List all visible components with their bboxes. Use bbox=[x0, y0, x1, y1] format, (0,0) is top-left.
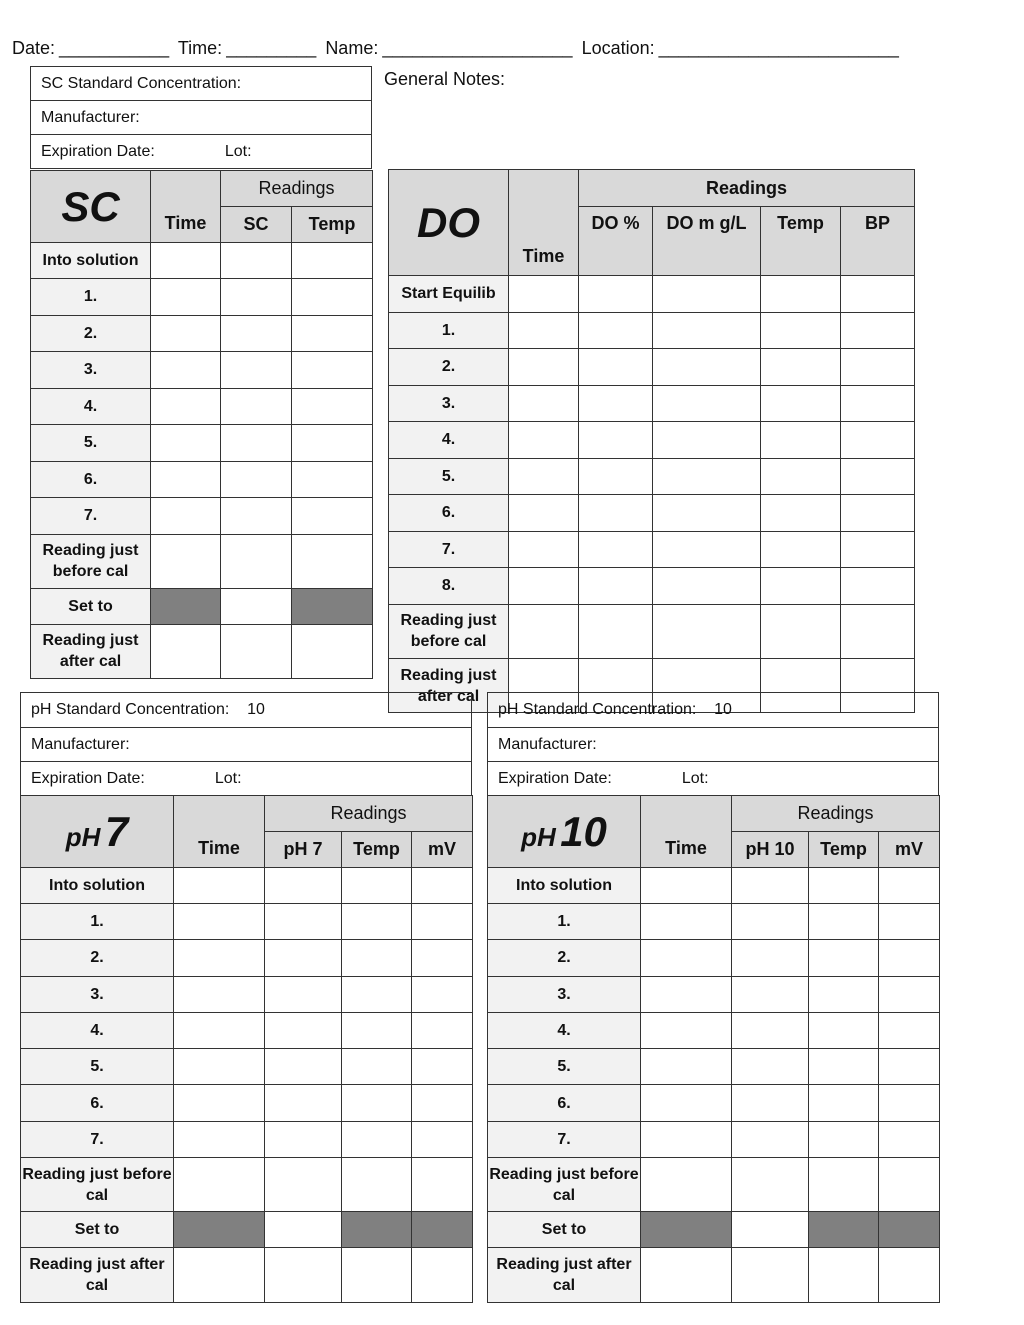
do-cell[interactable] bbox=[761, 385, 841, 422]
sc-row-before-cal: Reading just before cal bbox=[31, 534, 151, 588]
sc-cell[interactable] bbox=[221, 352, 292, 389]
ph7-cell[interactable] bbox=[174, 1158, 265, 1212]
sc-lot-label: Lot: bbox=[224, 142, 252, 160]
ph10-cell[interactable] bbox=[879, 1085, 940, 1121]
do-row-start: Start Equilib bbox=[389, 276, 509, 313]
ph10-cell[interactable] bbox=[732, 1049, 809, 1085]
sc-cell[interactable] bbox=[292, 243, 373, 279]
sc-cell[interactable] bbox=[292, 315, 373, 352]
do-row-after-cal: Reading just after cal bbox=[389, 658, 509, 712]
ph7-cell[interactable] bbox=[342, 1121, 412, 1157]
ph7-col-mv: mV bbox=[412, 832, 473, 868]
do-row-before-cal: Reading just before cal bbox=[389, 604, 509, 658]
ph7-cell[interactable] bbox=[174, 1049, 265, 1085]
location-line[interactable]: ________________________ bbox=[658, 38, 899, 58]
ph7-cell-shaded bbox=[342, 1212, 412, 1248]
ph7-row-before-cal: Reading just before cal bbox=[21, 1158, 174, 1212]
do-cell[interactable] bbox=[579, 276, 653, 313]
do-row-label: 1. bbox=[389, 312, 509, 349]
ph10-cell[interactable] bbox=[879, 940, 940, 976]
ph10-table bbox=[487, 795, 940, 1303]
ph10-cell[interactable] bbox=[879, 904, 940, 940]
ph10-row-label: 1. bbox=[488, 904, 641, 940]
time-line[interactable]: _________ bbox=[226, 38, 317, 58]
ph10-cell[interactable] bbox=[732, 1085, 809, 1121]
ph10-cell[interactable] bbox=[732, 904, 809, 940]
do-cell[interactable] bbox=[761, 276, 841, 313]
sc-row-label: 6. bbox=[31, 461, 151, 498]
do-cell[interactable] bbox=[761, 458, 841, 495]
do-cell[interactable] bbox=[509, 312, 579, 349]
ph10-cell[interactable] bbox=[879, 1012, 940, 1048]
do-cell[interactable] bbox=[761, 568, 841, 605]
ph7-row-label: 4. bbox=[21, 1012, 174, 1048]
do-col-bp: BP bbox=[841, 207, 915, 276]
ph7-cell[interactable] bbox=[412, 1049, 473, 1085]
sc-cell[interactable] bbox=[151, 425, 221, 462]
ph7-expiration-cell bbox=[21, 762, 472, 796]
ph10-cell[interactable] bbox=[809, 868, 879, 904]
ph10-cell-shaded bbox=[641, 1212, 732, 1248]
sc-cell[interactable] bbox=[221, 425, 292, 462]
ph10-cell[interactable] bbox=[641, 1085, 732, 1121]
ph7-cell[interactable] bbox=[342, 976, 412, 1012]
ph7-col-ph: pH 7 bbox=[265, 832, 342, 868]
do-cell[interactable] bbox=[509, 385, 579, 422]
do-cell[interactable] bbox=[579, 312, 653, 349]
sc-cell[interactable] bbox=[221, 534, 292, 588]
ph7-readings-header: Readings bbox=[265, 796, 473, 832]
sc-cell[interactable] bbox=[151, 498, 221, 535]
sc-cell[interactable] bbox=[151, 461, 221, 498]
do-time-header: Time bbox=[509, 170, 579, 276]
ph7-cell[interactable] bbox=[174, 1012, 265, 1048]
do-row-label: 4. bbox=[389, 422, 509, 459]
header-line bbox=[12, 38, 903, 59]
do-cell[interactable] bbox=[653, 458, 761, 495]
do-cell[interactable] bbox=[653, 422, 761, 459]
do-cell[interactable] bbox=[653, 276, 761, 313]
do-cell[interactable] bbox=[579, 385, 653, 422]
do-cell[interactable] bbox=[841, 604, 915, 658]
ph10-col-temp: Temp bbox=[809, 832, 879, 868]
sc-cell[interactable] bbox=[292, 425, 373, 462]
sc-cell[interactable] bbox=[221, 315, 292, 352]
do-cell[interactable] bbox=[579, 458, 653, 495]
sc-row-label: 2. bbox=[31, 315, 151, 352]
ph7-std-label: pH Standard Concentration: bbox=[31, 701, 230, 718]
ph10-col-mv: mV bbox=[879, 832, 940, 868]
ph7-cell[interactable] bbox=[412, 868, 473, 904]
sc-row-into: Into solution bbox=[31, 243, 151, 279]
do-cell[interactable] bbox=[761, 349, 841, 386]
ph7-cell[interactable] bbox=[412, 976, 473, 1012]
do-cell[interactable] bbox=[579, 495, 653, 532]
ph10-cell[interactable] bbox=[641, 868, 732, 904]
ph7-cell[interactable] bbox=[265, 868, 342, 904]
ph7-table bbox=[20, 795, 473, 1303]
ph7-cell-shaded bbox=[174, 1212, 265, 1248]
ph10-cell[interactable] bbox=[809, 1085, 879, 1121]
ph7-cell[interactable] bbox=[265, 1012, 342, 1048]
sc-cell[interactable] bbox=[292, 388, 373, 425]
do-cell[interactable] bbox=[761, 531, 841, 568]
sc-readings-header: Readings bbox=[221, 171, 373, 207]
do-row-label: 5. bbox=[389, 458, 509, 495]
ph7-cell[interactable] bbox=[265, 976, 342, 1012]
sc-row-label: 3. bbox=[31, 352, 151, 389]
ph7-lot-label: Lot: bbox=[214, 769, 242, 787]
sc-cell[interactable] bbox=[292, 461, 373, 498]
ph7-row-label: 3. bbox=[21, 976, 174, 1012]
ph10-cell[interactable] bbox=[732, 1121, 809, 1157]
ph7-cell[interactable] bbox=[342, 1248, 412, 1303]
do-readings-header: Readings bbox=[579, 170, 915, 207]
ph7-row-into: Into solution bbox=[21, 868, 174, 904]
ph10-cell[interactable] bbox=[879, 1248, 940, 1303]
sc-row-after-cal: Reading just after cal bbox=[31, 624, 151, 678]
sc-row-label: 5. bbox=[31, 425, 151, 462]
sc-cell[interactable] bbox=[151, 624, 221, 678]
do-cell[interactable] bbox=[509, 349, 579, 386]
ph10-cell[interactable] bbox=[879, 1121, 940, 1157]
do-cell[interactable] bbox=[509, 422, 579, 459]
time-label: Time: bbox=[177, 38, 223, 58]
ph10-row-label: 4. bbox=[488, 1012, 641, 1048]
ph7-title: pH 7 bbox=[21, 796, 174, 868]
ph10-row-label: 7. bbox=[488, 1121, 641, 1157]
ph10-row-label: 6. bbox=[488, 1085, 641, 1121]
ph10-cell[interactable] bbox=[809, 1158, 879, 1212]
ph10-cell[interactable] bbox=[879, 1158, 940, 1212]
do-cell[interactable] bbox=[841, 312, 915, 349]
sc-cell[interactable] bbox=[292, 352, 373, 389]
sc-title: SC bbox=[31, 171, 151, 243]
do-cell[interactable] bbox=[653, 349, 761, 386]
ph10-cell[interactable] bbox=[641, 1012, 732, 1048]
ph10-cell[interactable] bbox=[809, 1248, 879, 1303]
general-notes-label: General Notes: bbox=[384, 69, 506, 89]
ph10-row-label: 3. bbox=[488, 976, 641, 1012]
sc-cell[interactable] bbox=[151, 388, 221, 425]
ph10-readings-header: Readings bbox=[732, 796, 940, 832]
ph10-cell[interactable] bbox=[641, 1248, 732, 1303]
sc-col-temp: Temp bbox=[292, 207, 373, 243]
ph10-cell[interactable] bbox=[732, 1248, 809, 1303]
do-cell[interactable] bbox=[509, 568, 579, 605]
sc-cell[interactable] bbox=[292, 534, 373, 588]
ph7-std-value: 10 bbox=[247, 701, 265, 718]
do-cell[interactable] bbox=[509, 604, 579, 658]
sc-cell[interactable] bbox=[221, 498, 292, 535]
ph7-cell[interactable] bbox=[174, 940, 265, 976]
do-cell[interactable] bbox=[579, 604, 653, 658]
ph7-cell[interactable] bbox=[174, 1085, 265, 1121]
ph10-row-before-cal: Reading just before cal bbox=[488, 1158, 641, 1212]
ph10-expiration-cell bbox=[488, 762, 939, 796]
ph10-std-value: 10 bbox=[714, 701, 732, 718]
date-line[interactable]: ___________ bbox=[59, 38, 170, 58]
sc-col-sc: SC bbox=[221, 207, 292, 243]
ph10-lot-label: Lot: bbox=[681, 769, 709, 787]
ph7-cell[interactable] bbox=[342, 1012, 412, 1048]
ph10-cell[interactable] bbox=[641, 940, 732, 976]
do-row-label: 7. bbox=[389, 531, 509, 568]
ph7-cell[interactable] bbox=[174, 976, 265, 1012]
ph10-cell[interactable] bbox=[809, 976, 879, 1012]
ph7-row-label: 7. bbox=[21, 1121, 174, 1157]
name-label: Name: bbox=[325, 38, 379, 58]
sc-expiration-label: Expiration Date: bbox=[41, 142, 155, 160]
ph10-manufacturer-label: Manufacturer: bbox=[488, 728, 939, 762]
sc-info-table bbox=[30, 66, 372, 169]
sc-cell[interactable] bbox=[151, 279, 221, 316]
sc-row-label: 4. bbox=[31, 388, 151, 425]
ph10-cell[interactable] bbox=[641, 1121, 732, 1157]
ph7-time-header: Time bbox=[174, 796, 265, 868]
ph7-cell[interactable] bbox=[412, 1248, 473, 1303]
ph10-cell-shaded bbox=[809, 1212, 879, 1248]
ph10-std-label: pH Standard Concentration: bbox=[498, 701, 697, 718]
ph10-cell[interactable] bbox=[809, 1049, 879, 1085]
ph7-cell-shaded bbox=[412, 1212, 473, 1248]
do-row-label: 6. bbox=[389, 495, 509, 532]
ph7-row-label: 5. bbox=[21, 1049, 174, 1085]
ph7-cell[interactable] bbox=[342, 904, 412, 940]
sc-cell-shaded bbox=[292, 588, 373, 624]
do-col-do-mgl: DO m g/L bbox=[653, 207, 761, 276]
ph10-cell[interactable] bbox=[732, 1012, 809, 1048]
do-cell[interactable] bbox=[841, 495, 915, 532]
ph7-cell[interactable] bbox=[412, 1012, 473, 1048]
ph7-row-label: 1. bbox=[21, 904, 174, 940]
do-cell[interactable] bbox=[509, 276, 579, 313]
sc-table bbox=[30, 170, 373, 679]
do-cell[interactable] bbox=[653, 495, 761, 532]
sc-manufacturer-label: Manufacturer: bbox=[31, 101, 372, 135]
ph7-row-after-cal: Reading just after cal bbox=[21, 1248, 174, 1303]
ph7-cell[interactable] bbox=[174, 904, 265, 940]
sc-cell-shaded bbox=[151, 588, 221, 624]
do-row-label: 2. bbox=[389, 349, 509, 386]
ph7-cell[interactable] bbox=[342, 1049, 412, 1085]
do-cell[interactable] bbox=[761, 422, 841, 459]
sc-cell[interactable] bbox=[151, 534, 221, 588]
ph7-cell[interactable] bbox=[174, 1121, 265, 1157]
ph10-cell[interactable] bbox=[809, 940, 879, 976]
ph7-cell[interactable] bbox=[342, 940, 412, 976]
ph10-cell[interactable] bbox=[732, 1158, 809, 1212]
ph7-cell[interactable] bbox=[265, 1121, 342, 1157]
do-cell[interactable] bbox=[761, 495, 841, 532]
location-label: Location: bbox=[581, 38, 655, 58]
do-cell[interactable] bbox=[509, 458, 579, 495]
ph7-cell[interactable] bbox=[412, 904, 473, 940]
ph7-cell[interactable] bbox=[265, 1212, 342, 1248]
ph10-cell[interactable] bbox=[879, 868, 940, 904]
ph10-cell[interactable] bbox=[641, 904, 732, 940]
ph10-title: pH 10 bbox=[488, 796, 641, 868]
ph7-row-label: 6. bbox=[21, 1085, 174, 1121]
ph7-info-table bbox=[20, 692, 472, 796]
ph7-manufacturer-label: Manufacturer: bbox=[21, 728, 472, 762]
do-cell[interactable] bbox=[841, 385, 915, 422]
ph7-std-cell bbox=[21, 693, 472, 728]
sc-cell[interactable] bbox=[221, 461, 292, 498]
sc-row-label: 7. bbox=[31, 498, 151, 535]
ph10-cell[interactable] bbox=[641, 1049, 732, 1085]
sc-cell[interactable] bbox=[292, 624, 373, 678]
do-cell[interactable] bbox=[841, 531, 915, 568]
ph10-cell[interactable] bbox=[641, 1158, 732, 1212]
sc-cell[interactable] bbox=[221, 388, 292, 425]
ph10-cell[interactable] bbox=[641, 976, 732, 1012]
ph10-row-after-cal: Reading just after cal bbox=[488, 1248, 641, 1303]
ph10-cell[interactable] bbox=[732, 976, 809, 1012]
ph10-col-ph: pH 10 bbox=[732, 832, 809, 868]
name-line[interactable]: ___________________ bbox=[382, 38, 573, 58]
sc-row-set-to: Set to bbox=[31, 588, 151, 624]
ph10-cell[interactable] bbox=[732, 1212, 809, 1248]
ph7-expiration-label: Expiration Date: bbox=[31, 769, 145, 787]
ph10-row-label: 2. bbox=[488, 940, 641, 976]
do-title: DO bbox=[389, 170, 509, 276]
do-cell[interactable] bbox=[653, 531, 761, 568]
ph10-row-into: Into solution bbox=[488, 868, 641, 904]
ph7-cell[interactable] bbox=[265, 1049, 342, 1085]
ph7-cell[interactable] bbox=[265, 904, 342, 940]
ph10-cell-shaded bbox=[879, 1212, 940, 1248]
ph7-cell[interactable] bbox=[412, 1085, 473, 1121]
sc-row-label: 1. bbox=[31, 279, 151, 316]
do-cell[interactable] bbox=[761, 312, 841, 349]
ph7-cell[interactable] bbox=[265, 940, 342, 976]
ph10-time-header: Time bbox=[641, 796, 732, 868]
ph10-cell[interactable] bbox=[809, 904, 879, 940]
do-cell[interactable] bbox=[653, 385, 761, 422]
sc-time-header: Time bbox=[151, 171, 221, 243]
ph10-info-table bbox=[487, 692, 939, 796]
ph7-cell[interactable] bbox=[265, 1158, 342, 1212]
do-row-label: 3. bbox=[389, 385, 509, 422]
do-col-temp: Temp bbox=[761, 207, 841, 276]
do-cell[interactable] bbox=[579, 349, 653, 386]
do-cell[interactable] bbox=[579, 568, 653, 605]
sc-cell[interactable] bbox=[221, 624, 292, 678]
do-cell[interactable] bbox=[841, 422, 915, 459]
ph7-cell[interactable] bbox=[342, 868, 412, 904]
ph7-col-temp: Temp bbox=[342, 832, 412, 868]
ph10-cell[interactable] bbox=[732, 868, 809, 904]
ph7-cell[interactable] bbox=[265, 1248, 342, 1303]
ph10-cell[interactable] bbox=[732, 940, 809, 976]
do-cell[interactable] bbox=[841, 568, 915, 605]
do-row-label: 8. bbox=[389, 568, 509, 605]
do-cell[interactable] bbox=[841, 349, 915, 386]
ph7-cell[interactable] bbox=[342, 1085, 412, 1121]
sc-cell[interactable] bbox=[151, 243, 221, 279]
ph10-expiration-label: Expiration Date: bbox=[498, 769, 612, 787]
sc-cell[interactable] bbox=[151, 315, 221, 352]
do-cell[interactable] bbox=[509, 495, 579, 532]
do-cell[interactable] bbox=[579, 531, 653, 568]
ph10-std-cell bbox=[488, 693, 939, 728]
sc-std-label: SC Standard Concentration: bbox=[31, 67, 372, 101]
do-table bbox=[388, 169, 915, 713]
do-cell[interactable] bbox=[509, 531, 579, 568]
do-col-do-pct: DO % bbox=[579, 207, 653, 276]
ph7-cell[interactable] bbox=[342, 1158, 412, 1212]
sc-cell[interactable] bbox=[151, 352, 221, 389]
ph10-cell[interactable] bbox=[879, 976, 940, 1012]
ph10-row-label: 5. bbox=[488, 1049, 641, 1085]
do-cell[interactable] bbox=[653, 312, 761, 349]
do-cell[interactable] bbox=[761, 604, 841, 658]
ph7-cell[interactable] bbox=[174, 868, 265, 904]
do-cell[interactable] bbox=[579, 422, 653, 459]
do-cell[interactable] bbox=[841, 458, 915, 495]
ph7-cell[interactable] bbox=[412, 1158, 473, 1212]
ph10-cell[interactable] bbox=[809, 1121, 879, 1157]
do-cell[interactable] bbox=[653, 604, 761, 658]
date-label: Date: bbox=[12, 38, 56, 58]
sc-cell[interactable] bbox=[221, 279, 292, 316]
ph10-row-set-to: Set to bbox=[488, 1212, 641, 1248]
sc-cell[interactable] bbox=[292, 498, 373, 535]
ph7-row-set-to: Set to bbox=[21, 1212, 174, 1248]
ph10-cell[interactable] bbox=[879, 1049, 940, 1085]
do-cell[interactable] bbox=[841, 276, 915, 313]
ph7-cell[interactable] bbox=[412, 940, 473, 976]
ph7-cell[interactable] bbox=[265, 1085, 342, 1121]
sc-expiration-cell bbox=[31, 135, 372, 169]
sc-cell[interactable] bbox=[221, 588, 292, 624]
ph7-cell[interactable] bbox=[412, 1121, 473, 1157]
ph7-cell[interactable] bbox=[174, 1248, 265, 1303]
do-cell[interactable] bbox=[653, 568, 761, 605]
ph7-row-label: 2. bbox=[21, 940, 174, 976]
sc-cell[interactable] bbox=[292, 279, 373, 316]
ph10-cell[interactable] bbox=[809, 1012, 879, 1048]
sc-cell[interactable] bbox=[221, 243, 292, 279]
